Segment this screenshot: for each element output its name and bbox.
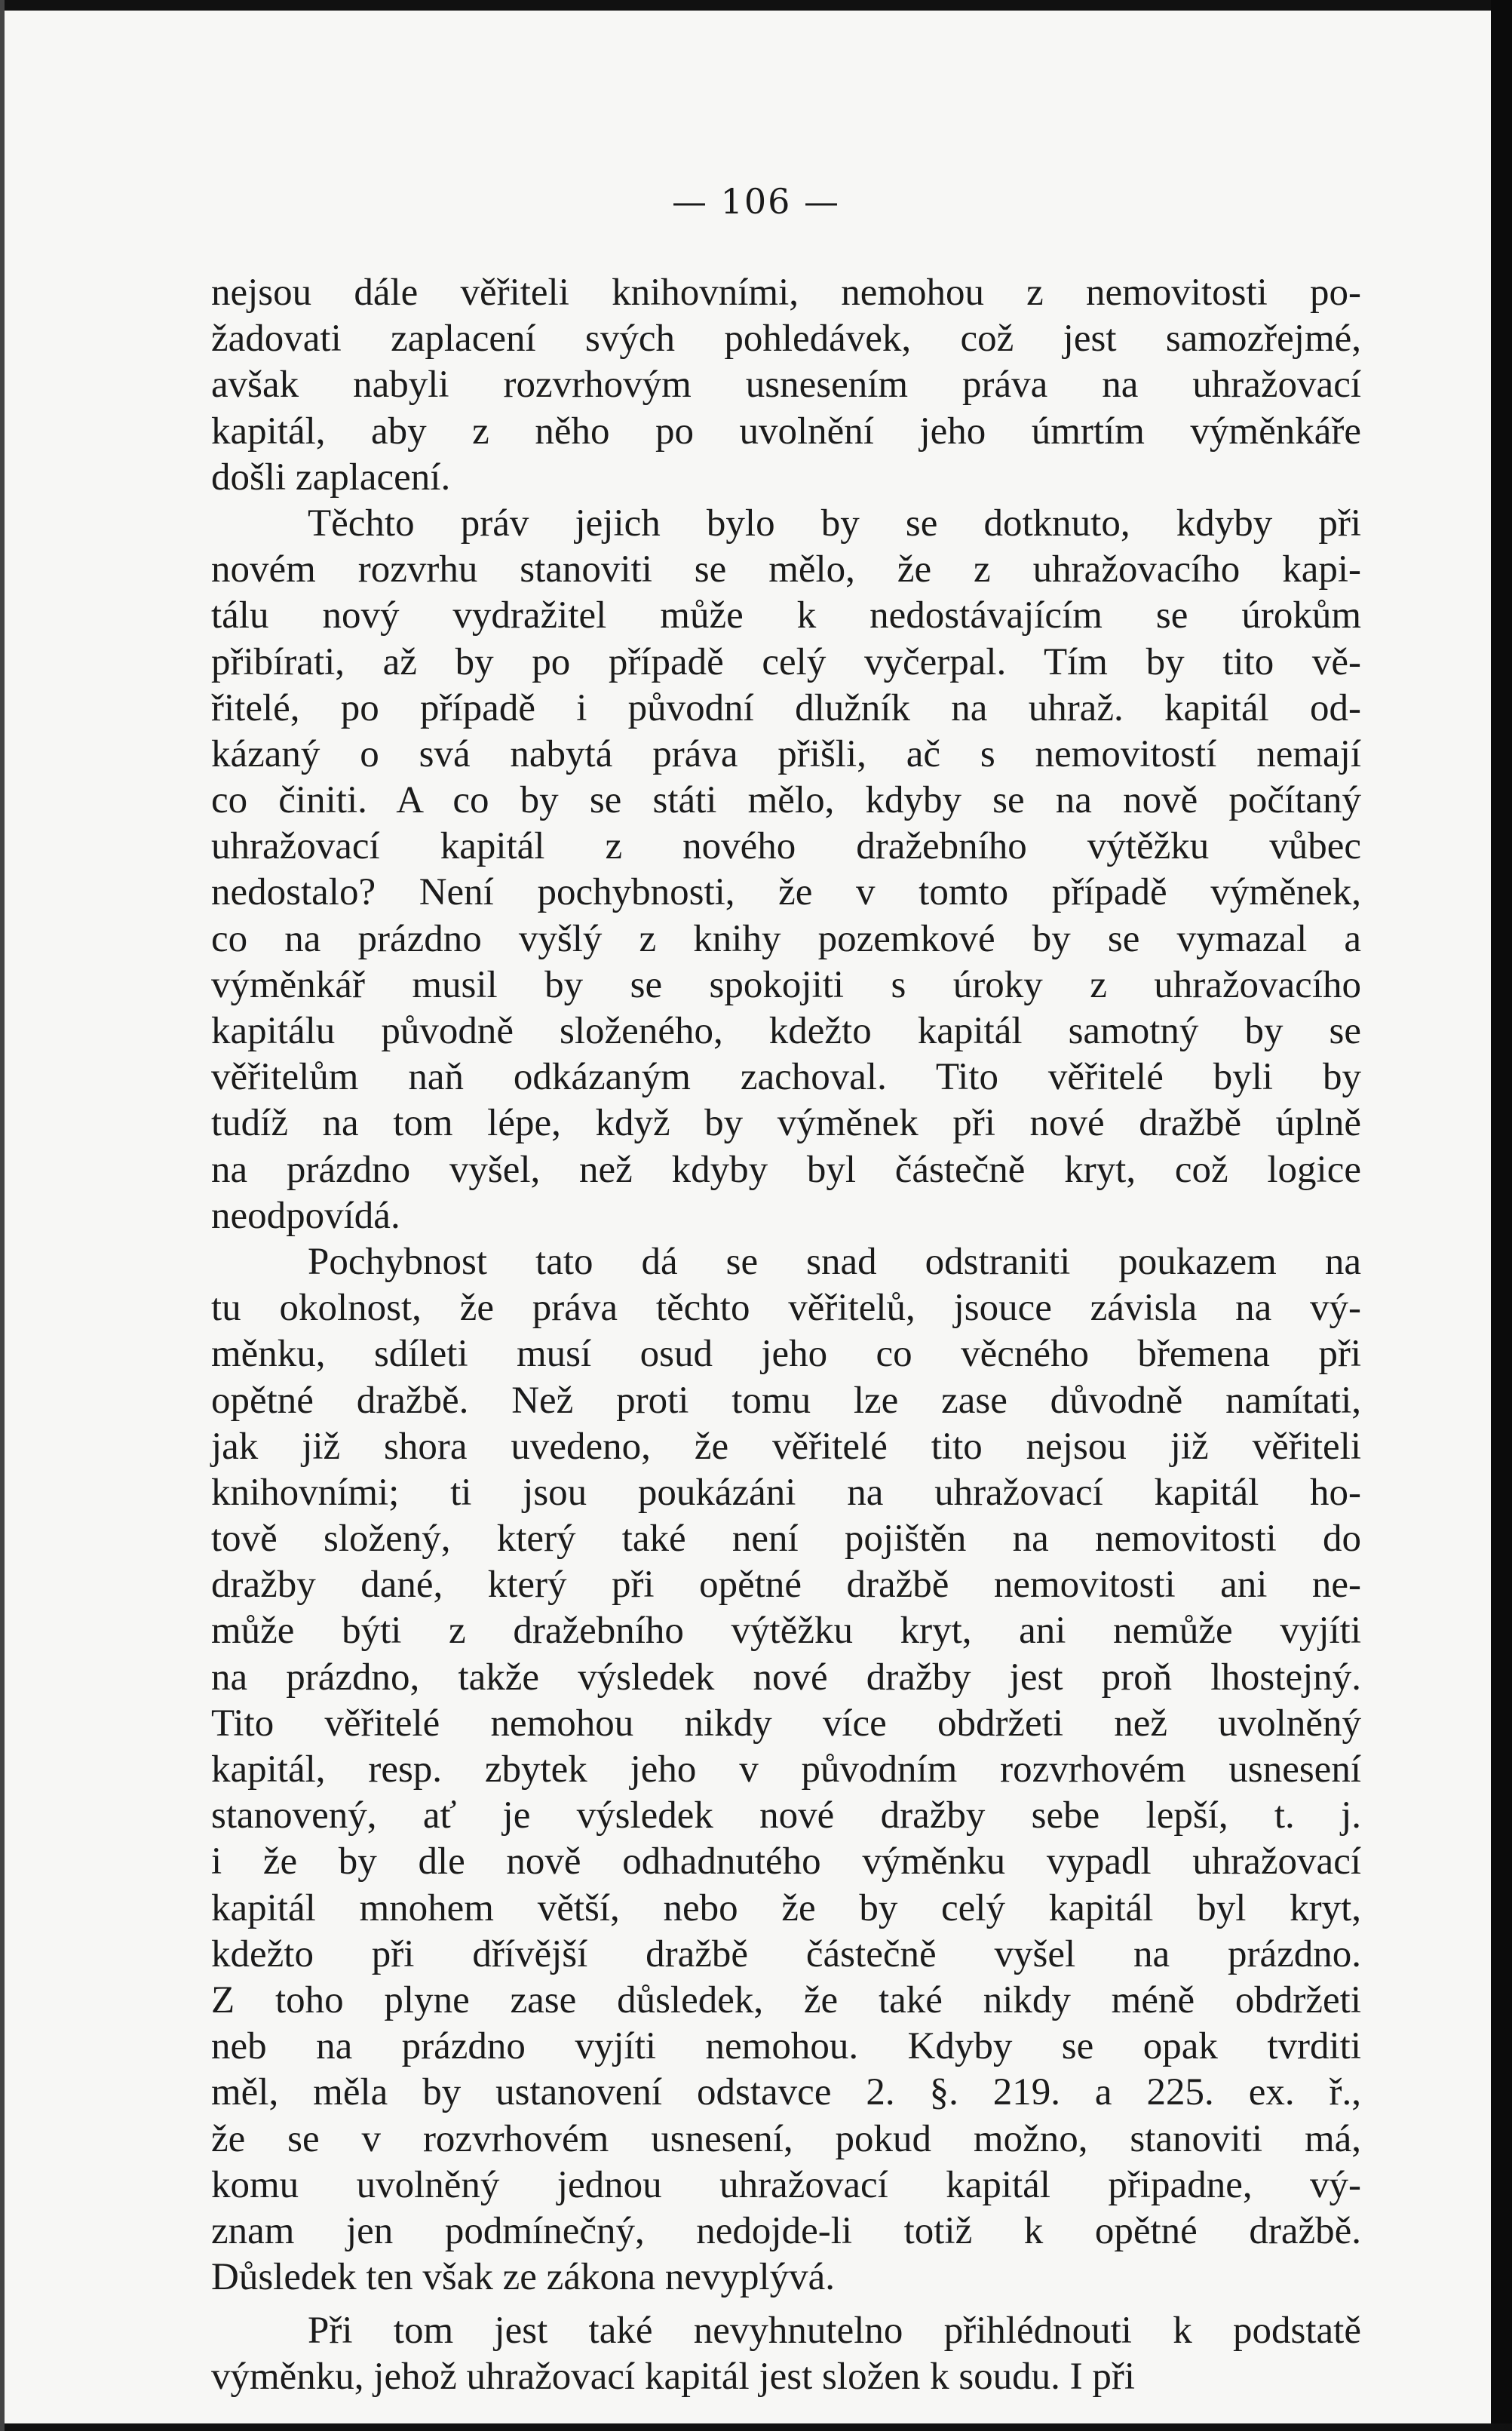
paragraph: [211, 270, 1361, 501]
page-number-header: — 106 —: [671, 181, 841, 222]
text-line: uhražovací kapitál z nového dražebního výtěžku vůbec: [211, 825, 1361, 868]
text-line: co na prázdno vyšlý z knihy pozemkové by se vymazal a: [211, 917, 1361, 960]
text-line: znam jen podmínečný, nedojde-li totiž k opětné dražbě.: [211, 2209, 1361, 2252]
text-line: kapitál, aby z něho po uvolnění jeho úmrtím výměnkáře: [211, 410, 1361, 453]
text-line: Z toho plyne zase důsledek, že také nikdy méně obdržeti: [211, 1978, 1361, 2021]
text-line: měnku, sdíleti musí osud jeho co věcného břemena při: [211, 1333, 1361, 1376]
text-line: nedostalo? Není pochybnosti, že v tomto případě výměnek,: [211, 871, 1361, 914]
text-line: Tito věřitelé nemohou nikdy více obdržeti než uvolněný: [211, 1702, 1361, 1745]
paragraph-gap: [211, 2301, 1361, 2308]
text-line: i že by dle nově odhadnutého výměnku vypadl uhražovací: [211, 1840, 1361, 1883]
text-line: co činiti. A co by se státi mělo, kdyby se na nově počítaný: [211, 779, 1361, 822]
text-line: kázaný o svá nabytá práva přišli, ač s nemovitostí nemají: [211, 732, 1361, 775]
text-line: kapitál mnohem větší, nebo že by celý kapitál byl kryt,: [211, 1886, 1361, 1929]
text-line: řitelé, po případě i původní dlužník na uhraž. kapitál od-: [211, 686, 1361, 729]
text-line: na prázdno vyšel, než kdyby byl částečně kryt, což logice: [211, 1148, 1361, 1191]
text-line: kdežto při dřívější dražbě částečně vyšel na prázdno.: [211, 1932, 1361, 1975]
text-line: tu okolnost, že práva těchto věřitelů, jsouce závisla na vý-: [211, 1287, 1361, 1330]
text-line: novém rozvrhu stanoviti se mělo, že z uhražovacího kapi-: [211, 548, 1361, 591]
text-line: došli zaplacení.: [211, 456, 451, 499]
scan-border-top: [0, 0, 1512, 11]
text-line: neodpovídá.: [211, 1194, 400, 1237]
scan-border-bottom: [0, 2423, 1512, 2431]
text-line: že se v rozvrhovém usnesení, pokud možno, stanoviti má,: [211, 2117, 1361, 2160]
text-line: Důsledek ten však ze zákona nevyplývá.: [211, 2256, 836, 2299]
scan-border-left: [0, 0, 5, 2431]
text-line: tálu nový vydražitel může k nedostávajícím se úrokům: [211, 594, 1361, 637]
text-line: kapitálu původně složeného, kdežto kapitál samotný by se: [211, 1010, 1361, 1052]
text-line: žadovati zaplacení svých pohledávek, což jest samozřejmé,: [211, 318, 1361, 361]
text-line: na prázdno, takže výsledek nové dražby jest proň lhostejný.: [211, 1656, 1361, 1699]
body-text: [211, 270, 1361, 2401]
text-line: výměnkář musil by se spokojiti s úroky z uhražovacího: [211, 963, 1361, 1006]
text-line: nejsou dále věřiteli knihovními, nemohou z nemovitosti po-: [211, 272, 1361, 314]
paragraph: [211, 1239, 1361, 2301]
text-line: Při tom jest také nevyhnutelno přihlédnouti k podstatě: [308, 2310, 1361, 2353]
text-line: přibírati, až by po případě celý vyčerpal. Tím by tito vě-: [211, 640, 1361, 683]
text-line: tově složený, který také není pojištěn na nemovitosti do: [211, 1518, 1361, 1561]
text-line: výměnku, jehož uhražovací kapitál jest složen k soudu. I při: [211, 2356, 1136, 2399]
text-line: komu uvolněný jednou uhražovací kapitál připadne, vý-: [211, 2163, 1361, 2206]
text-line: kapitál, resp. zbytek jeho v původním rozvrhovém usnesení: [211, 1748, 1361, 1791]
text-line: měl, měla by ustanovení odstavce 2. §. 219. a 225. ex. ř.,: [211, 2071, 1361, 2114]
text-line: jak již shora uvedeno, že věřitelé tito nejsou již věřiteli: [211, 1425, 1361, 1468]
text-line: stanovený, ať je výsledek nové dražby sebe lepší, t. j.: [211, 1794, 1361, 1837]
text-line: avšak nabyli rozvrhovým usnesením práva na uhražovací: [211, 364, 1361, 407]
text-line: věřitelům naň odkázaným zachoval. Tito věřitelé byli by: [211, 1056, 1361, 1099]
text-line: Těchto práv jejich bylo by se dotknuto, kdyby při: [308, 502, 1361, 545]
text-line: Pochybnost tato dá se snad odstraniti poukazem na: [308, 1240, 1361, 1283]
text-line: opětné dražbě. Než proti tomu lze zase důvodně namítati,: [211, 1379, 1361, 1422]
text-line: knihovními; ti jsou poukázáni na uhražovací kapitál ho-: [211, 1471, 1361, 1514]
text-line: může býti z dražebního výtěžku kryt, ani nemůže vyjíti: [211, 1610, 1361, 1653]
paragraph: [211, 501, 1361, 1239]
text-line: tudíž na tom lépe, když by výměnek při nové dražbě úplně: [211, 1102, 1361, 1145]
text-line: dražby dané, který při opětné dražbě nemovitosti ani ne-: [211, 1564, 1361, 1607]
paragraph: [211, 2308, 1361, 2400]
text-line: neb na prázdno vyjíti nemohou. Kdyby se opak tvrditi: [211, 2025, 1361, 2068]
scan-border-right: [1491, 0, 1512, 2431]
